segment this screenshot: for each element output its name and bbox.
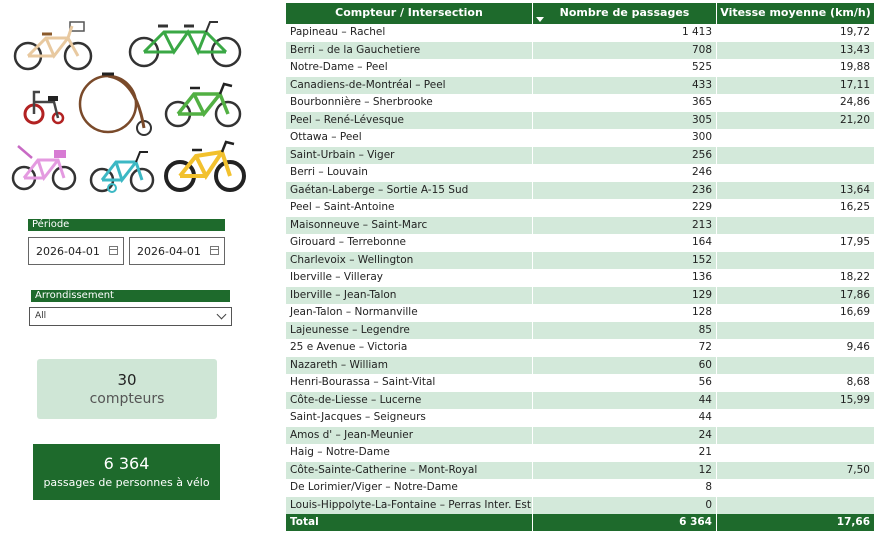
- table-row[interactable]: [286, 59, 874, 77]
- cell-counter: Côte-Sainte-Catherine – Mont-Royal: [290, 463, 478, 476]
- cell-counter: Charlevoix – Wellington: [290, 253, 414, 266]
- table-row[interactable]: [286, 94, 874, 112]
- end-date-value: 2026-04-01: [137, 244, 201, 258]
- cell-passages: 60: [532, 357, 716, 375]
- table-row[interactable]: [286, 42, 874, 60]
- cell-passages: 136: [532, 269, 716, 287]
- cell-passages: 236: [532, 182, 716, 200]
- cell-passages: 164: [532, 234, 716, 252]
- table-row[interactable]: [286, 304, 874, 322]
- cell-speed: 19,88: [716, 59, 874, 77]
- counters-count: 30: [117, 371, 137, 389]
- cell-passages: 0: [532, 497, 716, 515]
- start-date-input[interactable]: [28, 237, 124, 265]
- kids-pink-bike-icon: [10, 140, 78, 192]
- cell-speed: [716, 322, 874, 340]
- cell-passages: 256: [532, 147, 716, 165]
- cell-passages: 300: [532, 129, 716, 147]
- cell-passages: 8: [532, 479, 716, 497]
- kids-teal-bike-icon: [88, 144, 156, 194]
- column-header-passages-label: Nombre de passages: [559, 6, 690, 19]
- start-date-value: 2026-04-01: [36, 244, 100, 258]
- table-row[interactable]: [286, 112, 874, 130]
- cell-passages: 305: [532, 112, 716, 130]
- column-header-passages[interactable]: [532, 3, 716, 24]
- table-row[interactable]: [286, 392, 874, 410]
- table-row[interactable]: [286, 444, 874, 462]
- table-row[interactable]: [286, 462, 874, 480]
- cell-counter: Gaétan-Laberge – Sortie A-15 Sud: [290, 183, 469, 196]
- cell-passages: 433: [532, 77, 716, 95]
- cell-speed: [716, 479, 874, 497]
- sort-descending-icon: [536, 17, 544, 22]
- cell-counter: Henri-Bourassa – Saint-Vital: [290, 376, 436, 388]
- counters-label: compteurs: [89, 391, 165, 407]
- tricycle-icon: [22, 84, 66, 126]
- period-label: Période: [28, 219, 225, 231]
- table-row[interactable]: [286, 374, 874, 392]
- cell-passages: 44: [532, 392, 716, 410]
- cell-speed: 7,50: [716, 462, 874, 480]
- cell-speed: [716, 147, 874, 165]
- cell-counter: Saint-Jacques – Seigneurs: [290, 411, 426, 423]
- cell-counter: Louis-Hippolyte-La-Fontaine – Perras Inter. Est: [290, 498, 531, 511]
- cell-counter: Maisonneuve – Saint-Marc: [290, 218, 428, 231]
- table-row[interactable]: [286, 357, 874, 375]
- cell-speed: [716, 357, 874, 375]
- cell-speed: 24,86: [716, 94, 874, 112]
- cell-passages: 129: [532, 287, 716, 305]
- table-row[interactable]: [286, 182, 874, 200]
- cell-speed: [716, 444, 874, 462]
- tandem-bike-icon: [126, 10, 244, 68]
- table-row[interactable]: [286, 409, 874, 427]
- column-header-counter[interactable]: Compteur / Intersection: [335, 6, 483, 19]
- cell-passages: 44: [532, 409, 716, 427]
- total-label: Total: [290, 516, 319, 528]
- cell-counter: Ottawa – Peel: [290, 131, 362, 143]
- cell-speed: 8,68: [716, 374, 874, 392]
- cell-counter: Papineau – Rachel: [290, 26, 386, 38]
- cell-counter: Girouard – Terrebonne: [290, 236, 407, 248]
- cell-speed: [716, 217, 874, 235]
- cell-passages: 365: [532, 94, 716, 112]
- cell-passages: 128: [532, 304, 716, 322]
- cell-passages: 85: [532, 322, 716, 340]
- cell-speed: 17,11: [716, 77, 874, 95]
- passages-label: passages de personnes à vélo: [43, 476, 210, 489]
- cell-passages: 246: [532, 164, 716, 182]
- cell-speed: 15,99: [716, 392, 874, 410]
- cell-counter: Bourbonnière – Sherbrooke: [290, 96, 433, 108]
- cell-counter: Amos d' – Jean-Meunier: [290, 428, 414, 441]
- cell-counter: Canadiens-de-Montréal – Peel: [290, 78, 446, 91]
- table-row[interactable]: [286, 287, 874, 305]
- table-row[interactable]: [286, 199, 874, 217]
- cell-speed: 17,86: [716, 287, 874, 305]
- cell-counter: Nazareth – William: [290, 358, 388, 371]
- cell-counter: Notre-Dame – Peel: [290, 61, 388, 73]
- column-header-speed[interactable]: Vitesse moyenne (km/h): [716, 3, 874, 24]
- cell-speed: 19,72: [716, 24, 874, 42]
- counters-kpi-card: [37, 359, 217, 419]
- cell-counter: De Lorimier/Viger – Notre-Dame: [290, 481, 458, 493]
- table-row[interactable]: [286, 322, 874, 340]
- cell-speed: 16,69: [716, 304, 874, 322]
- table-row[interactable]: [286, 147, 874, 165]
- cell-counter: Haig – Notre-Dame: [290, 446, 390, 458]
- cell-passages: 229: [532, 199, 716, 217]
- cell-passages: 56: [532, 374, 716, 392]
- cell-counter: Berri – Louvain: [290, 166, 368, 178]
- table-row[interactable]: [286, 497, 874, 515]
- borough-select-value: All: [35, 311, 47, 321]
- cell-speed: 18,22: [716, 269, 874, 287]
- cell-counter: Saint-Urbain – Viger: [290, 148, 395, 161]
- cell-speed: 9,46: [716, 339, 874, 357]
- cell-passages: 12: [532, 462, 716, 480]
- total-speed: 17,66: [716, 514, 874, 531]
- calendar-icon[interactable]: [210, 246, 219, 255]
- table-header: [286, 3, 874, 24]
- cell-passages: 152: [532, 252, 716, 270]
- cell-counter: Peel – René-Lévesque: [290, 113, 404, 126]
- cell-speed: 13,43: [716, 42, 874, 60]
- cell-passages: 72: [532, 339, 716, 357]
- cell-speed: 21,20: [716, 112, 874, 130]
- cell-counter: Peel – Saint-Antoine: [290, 201, 395, 213]
- borough-select[interactable]: [29, 307, 232, 326]
- cell-speed: 17,95: [716, 234, 874, 252]
- cell-passages: 21: [532, 444, 716, 462]
- table-row[interactable]: [286, 427, 874, 445]
- end-date-input[interactable]: [129, 237, 225, 265]
- cell-speed: [716, 129, 874, 147]
- table-row[interactable]: [286, 234, 874, 252]
- passages-kpi-card: [33, 444, 220, 500]
- cell-speed: [716, 409, 874, 427]
- cell-speed: [716, 164, 874, 182]
- bicycle-illustrations: [8, 6, 248, 196]
- table-row[interactable]: [286, 269, 874, 287]
- table-row[interactable]: [286, 479, 874, 497]
- table-row[interactable]: [286, 77, 874, 95]
- cell-speed: 16,25: [716, 199, 874, 217]
- cell-passages: 24: [532, 427, 716, 445]
- counters-table: [286, 3, 874, 531]
- cell-passages: 1 413: [532, 24, 716, 42]
- calendar-icon[interactable]: [109, 246, 118, 255]
- cell-counter: Côte-de-Liesse – Lucerne: [290, 393, 422, 406]
- cell-counter: Jean-Talon – Normanville: [290, 306, 418, 318]
- cell-speed: [716, 427, 874, 445]
- cell-speed: [716, 497, 874, 515]
- table-row[interactable]: [286, 24, 874, 42]
- passages-count: 6 364: [103, 454, 150, 473]
- cell-counter: 25 e Avenue – Victoria: [290, 341, 408, 353]
- chevron-down-icon: [217, 310, 227, 320]
- cell-speed: 13,64: [716, 182, 874, 200]
- table-row[interactable]: [286, 164, 874, 182]
- table-row[interactable]: [286, 252, 874, 270]
- table-total-row: [286, 514, 874, 531]
- table-row[interactable]: [286, 129, 874, 147]
- total-passages: 6 364: [532, 514, 716, 531]
- table-body: [286, 24, 874, 514]
- cell-passages: 213: [532, 217, 716, 235]
- cell-counter: Berri – de la Gauchetiere: [290, 43, 421, 56]
- borough-label: Arrondissement: [31, 290, 230, 302]
- cell-counter: Lajeunesse – Legendre: [290, 323, 410, 336]
- cell-speed: [716, 252, 874, 270]
- penny-farthing-icon: [76, 66, 156, 138]
- cell-passages: 708: [532, 42, 716, 60]
- table-row[interactable]: [286, 339, 874, 357]
- yellow-bike-icon: [164, 134, 246, 194]
- table-row[interactable]: [286, 217, 874, 235]
- cruiser-bike-icon: [12, 16, 96, 72]
- cell-counter: Iberville – Jean-Talon: [290, 288, 397, 301]
- cell-passages: 525: [532, 59, 716, 77]
- cell-counter: Iberville – Villeray: [290, 271, 384, 283]
- green-bike-icon: [164, 74, 244, 130]
